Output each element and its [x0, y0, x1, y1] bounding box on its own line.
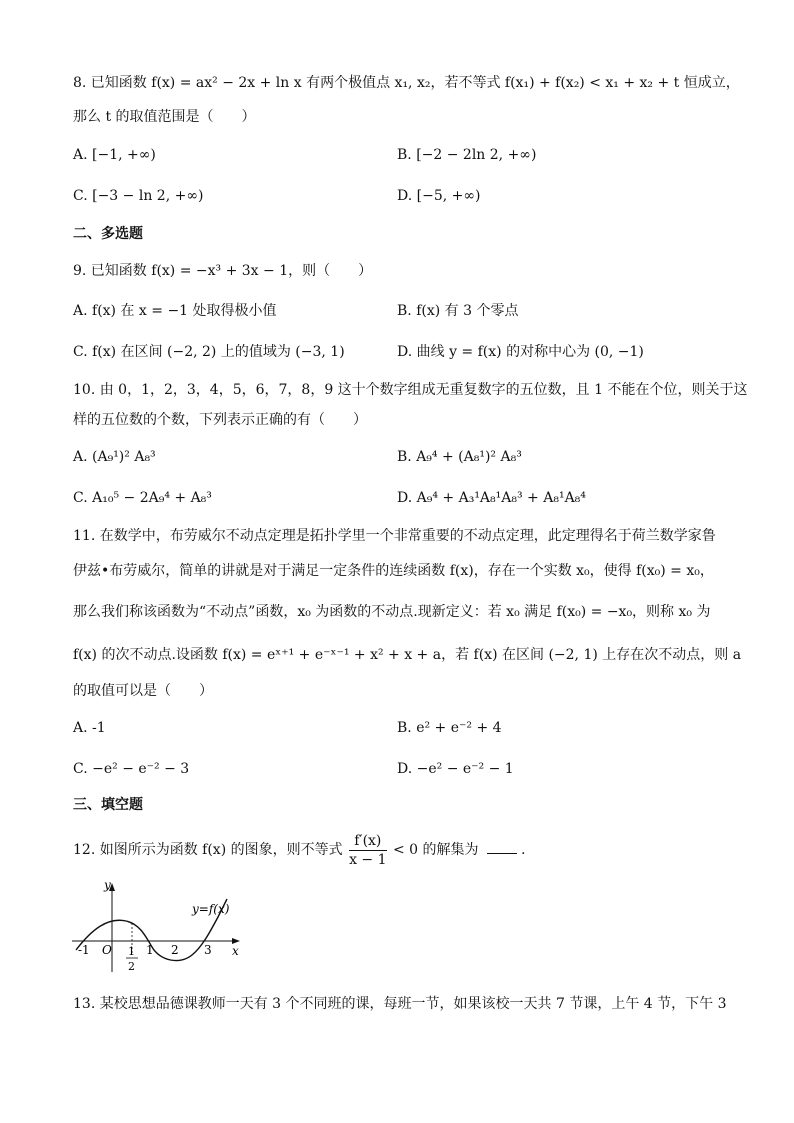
q9-option-b: B. f(x) 有 3 个零点 [397, 303, 519, 319]
q12-line [73, 830, 733, 870]
origin-label: O [102, 943, 112, 957]
q8-line1: 8. 已知函数 f(x) = ax² − 2x + ln x 有两个极值点 x₁, x₂，若不等式 f(x₁) + f(x₂) < x₁ + x₂ + t 恒成立， [73, 75, 740, 91]
q11-option-a: A. -1 [73, 720, 106, 736]
q12-fraction-numerator: f′(x) [349, 832, 386, 851]
q9-option-a: A. f(x) 在 x = −1 处取得极小值 [73, 303, 277, 319]
tick-label-neg1: -1 [78, 943, 90, 957]
tick-label-2: 2 [171, 943, 179, 957]
q10-option-c: C. A₁₀⁵ − 2A₉⁴ + A₈³ [73, 490, 212, 506]
q12-end: . [520, 842, 526, 858]
q9-line1: 9. 已知函数 f(x) = −x³ + 3x − 1，则（ ） [73, 263, 373, 279]
q8-option-d: D. [−5, +∞) [397, 188, 481, 204]
q10-option-b: B. A₉⁴ + (A₈¹)² A₈³ [397, 449, 522, 465]
q8-option-a: A. [−1, +∞) [73, 147, 156, 163]
q11-option-c: C. −e² − e⁻² − 3 [73, 761, 190, 777]
q11-option-b: B. e² + e⁻² + 4 [397, 720, 502, 736]
function-graph [70, 877, 250, 977]
half-denominator: 2 [128, 960, 135, 973]
q11-line2: 伊兹•布劳威尔，简单的讲就是对于满足一定条件的连续函数 f(x)，存在一个实数 x₀，使得 f(x₀) = x₀， [73, 563, 714, 579]
q12-fraction-denominator: x − 1 [349, 851, 387, 868]
q9-option-d: D. 曲线 y = f(x) 的对称中心为 (0, −1) [397, 344, 644, 360]
curve-label: y=f(x) [192, 902, 230, 916]
section-multiple-choice-heading: 二、多选题 [73, 226, 143, 242]
q11-line3: 那么我们称该函数为“不动点”函数，x₀ 为函数的不动点.现新定义：若 x₀ 满足 f(x₀) = −x₀，则称 x₀ 为 [73, 604, 711, 620]
q11-line5: 的取值可以是（ ） [73, 683, 213, 699]
q11-line1: 11. 在数学中，布劳威尔不动点定理是拓扑学里一个非常重要的不动点定理，此定理得名于荷兰数学家鲁 [73, 528, 716, 544]
x-axis-label: x [232, 944, 239, 958]
q12-fraction [349, 832, 386, 869]
q10-option-a: A. (A₉¹)² A₈³ [73, 449, 156, 465]
y-axis-label: y [104, 878, 111, 892]
tick-label-3: 3 [204, 943, 212, 957]
tick-label-1: 1 [146, 943, 154, 957]
q11-option-d: D. −e² − e⁻² − 1 [397, 761, 514, 777]
q11-line4: f(x) 的次不动点.设函数 f(x) = eˣ⁺¹ + e⁻ˣ⁻¹ + x² + x + a，若 f(x) 在区间 (−2, 1) 上存在次不动点，则 a [73, 647, 742, 663]
q12-answer-blank [487, 839, 517, 854]
half-numerator: 1 [128, 945, 135, 958]
section-fill-blank-heading: 三、填空题 [73, 797, 143, 813]
q10-option-d: D. A₉⁴ + A₃¹A₈¹A₈³ + A₈¹A₈⁴ [397, 490, 586, 506]
q13-line1: 13. 某校思想品德课教师一天有 3 个不同班的课，每班一节，如果该校一天共 7 节课，上午 4 节，下午 3 [73, 996, 727, 1012]
q8-option-c: C. [−3 − ln 2, +∞) [73, 188, 204, 204]
q10-line2: 样的五位数的个数，下列表示正确的有（ ） [73, 412, 367, 428]
q12-prefix: 12. 如图所示为函数 f(x) 的图象，则不等式 [73, 842, 343, 858]
q8-line2: 那么 t 的取值范围是（ ） [73, 109, 256, 125]
q8-option-b: B. [−2 − 2ln 2, +∞) [397, 147, 537, 163]
q9-option-c: C. f(x) 在区间 (−2, 2) 上的值域为 (−3, 1) [73, 344, 345, 360]
q10-line1: 10. 由 0，1，2，3，4，5，6，7，8，9 这十个数字组成无重复数字的五位数，且 1 不能在个位，则关于这 [73, 382, 748, 398]
q12-suffix: < 0 的解集为 [392, 842, 479, 858]
